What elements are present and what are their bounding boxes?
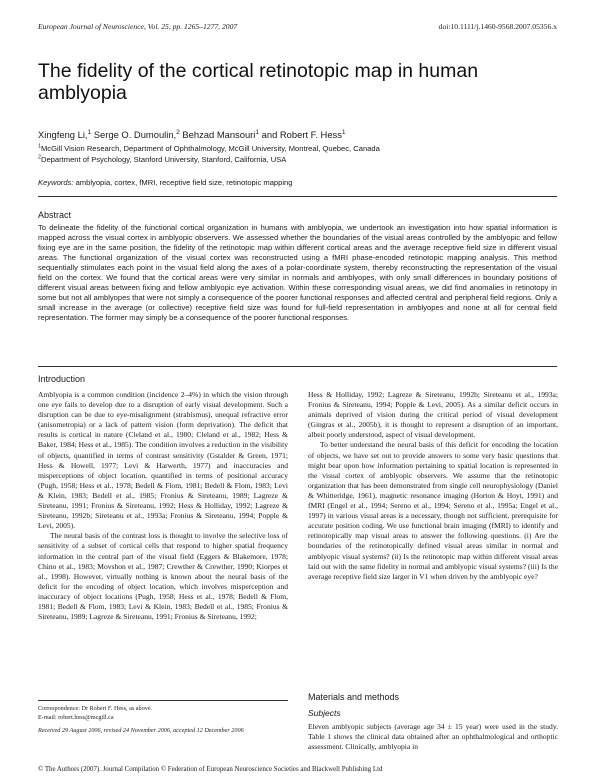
subsection-heading-subjects: Subjects <box>308 708 341 718</box>
abstract-text: To delineate the fidelity of the functional cortical organization in humans with amblyopia, we undertook an investigation into how spatial information is mapped across the visual cortex in amblyopic observers. We assessed whether the boundaries of the visual areas controlled by the amblyopic and fellow fixing eye are in the same position, the fidelity of the retinotopic map within different cortical areas and the average receptive field size in different visual areas. The functional organization of the visual cortex was reconstructed using a fMRI phase-encoded retinotopic mapping analysis. This method sequentially stimulates each point in the visual field along the axes of a polar-coordinate system, thereby reconstructing the representation of the visual field on the cortex. We found that the cortical areas were very similar in normals and amblyopes, with only small differences in boundary positions of different visual areas between fixing and fellow amblyopic eye activation. Within these corresponding visual areas, we did find anomalies in retinotopy in some but not all amblyopes that were not simply a consequence of the poorer functional responses and affected central and peripheral field regions. Only a small increase in the average (or collective) receptive field size was found for full-field representation in amblyopes and none at all for central field representation. The former may simply be a consequence of the poorer functional responses. <box>38 223 557 323</box>
article-title: The fidelity of the cortical retinotopic map in human amblyopia <box>38 60 479 104</box>
paragraph: Eleven amblyopic subjects (average age 34 ± 15 year) were used in the study. Table 1 shows the clinical data obtained after an ophthalmological and orthoptic assessment. Clinically, amblyopia in <box>308 722 558 752</box>
affiliation-text: McGill Vision Research, Department of Ophthalmology, McGill University, Montreal, Quebec, Canada <box>40 144 380 153</box>
keywords-text: amblyopia, cortex, fMRI, receptive field size, retinotopic mapping <box>73 178 293 187</box>
affiliation-marker: 1 <box>341 128 346 136</box>
affiliation-marker: 1 <box>87 128 92 136</box>
correspondence-note: Correspondence: Dr Robert F. Hess, as above. <box>38 705 153 712</box>
author-name[interactable]: and Robert F. Hess <box>259 129 342 140</box>
footnote-divider <box>38 700 288 701</box>
affiliation-marker: 1 <box>255 128 260 136</box>
keywords <box>38 178 293 187</box>
paragraph: The neural basis of the contrast loss is thought to involve the selective loss of sensitivity of a subset of cortical cells that respond to higher spatial frequency information in the central part of the visual field (Eggers & Blakemore, 1978; Chino et al., 1983; Movshon et al., 1987; Crewther & Crewther, 1990; Kiorpes et al., 1998). However, virtually nothing is known about the neural basis of the deficit for the encoding of object location, which involves misperception and inaccuracy of object locations (Pugh, 1958; Hess et al., 1978; Bedell & Flom, 1981; Bedell & Flom, 1983; Levi & Klein, 1983; Bedell et al., 1985; Fronius & Sireteanu, 1989; Lagreze & Sireteanu, 1991; Fronius & Sireteanu, 1992; <box>38 531 288 622</box>
author-name[interactable]: Behzad Mansouri <box>179 129 256 140</box>
affiliation-marker: 2 <box>176 128 180 136</box>
paragraph: Amblyopia is a common condition (incidence 2–4%) in which the vision through one eye fails to develop due to a disruption of early visual development. Such a disruption can be due to eye-misalignment (strabismus), unequal refractive error (anisometropia) or a lack of pattern vision (form deprivation). The deficit that results is cortical in nature (Cleland et al., 1980; Cleland et al., 1982; Hess & Baker, 1984; Hess et al., 1985). The condition involves a reduction in the visibility of objects, quantified in terms of contrast sensitivity (Gstalder & Green, 1971; Hess & Howell, 1977; Levi & Harwerth, 1977) and inaccuracies and misperceptions of object location, quantified in terms of positional accuracy (Pugh, 1958; Hess et al., 1978; Bedell & Flom, 1981; Bedell & Flom, 1983; Levi & Klein, 1983; Bedell et al., 1985; Fronius & Sireteanu, 1989; Lagreze & Sireteanu, 1991; Fronius & Sireteanu, 1992; Hess & Holliday, 1992; Lagreze & Sireteanu, 1992b; Sireteanu et al., 1993a; Fronius & Sireteanu, 1994; Popple & Levi, 2005). <box>38 390 288 531</box>
affiliation-marker: 1 <box>38 143 41 150</box>
author-name[interactable]: Xingfeng Li, <box>38 129 88 140</box>
methods-subjects-text <box>308 722 558 752</box>
received-dates: Received 29 August 2006, revised 24 November 2006, accepted 12 December 2006 <box>38 727 244 734</box>
body-column-left <box>38 390 288 622</box>
email-link[interactable]: E-mail: robert.hess@mcgill.ca <box>38 714 114 721</box>
divider <box>38 366 557 367</box>
body-column-right <box>308 390 558 582</box>
affiliation-1 <box>38 144 380 153</box>
affiliation-marker: 2 <box>38 154 41 161</box>
abstract-heading: Abstract <box>38 210 72 220</box>
paragraph: Hess & Holliday, 1992; Lagreze & Sireteanu, 1992b; Sireteanu et al., 1993a; Fronius & Sireteanu, 1994; Popple & Levi, 2005). As a similar deficit occurs in animals deprived of vision during the critical period of visual development (Gingras et al., 2005b), it is thought to represent a disruption of an important, albeit poorly understood, aspect of visual development. <box>308 390 558 440</box>
section-heading-introduction: Introduction <box>38 374 86 384</box>
author-list <box>38 129 346 140</box>
keywords-label: Keywords: <box>38 178 74 187</box>
author-name[interactable]: Serge O. Dumoulin, <box>91 129 177 140</box>
copyright-footer: © The Authors (2007). Journal Compilation © Federation of European Neuroscience Societies and Blackwell Publishing Ltd <box>38 766 383 773</box>
affiliation-2 <box>38 155 286 164</box>
doi-link[interactable]: doi:10.1111/j.1460-9568.2007.05356.x <box>438 22 557 31</box>
journal-citation: European Journal of Neuroscience, Vol. 25, pp. 1265–1277, 2007 <box>38 22 238 31</box>
affiliation-text: Department of Psychology, Stanford University, Stanford, California, USA <box>40 155 287 164</box>
paragraph: To better understand the neural basis of this deficit for encoding the location of objects, we have set out to provide answers to some very basic questions that might bear upon how information pertaining to spatial location is represented in the visual cortex of amblyopic observers. We assume that the retinotopic organization that has been demonstrated from single cell neurophysiology (Daniel & Whitteridge, 1961), magnetic resonance imaging (Horton & Hoyt, 1991) and fMRI (Engel et al., 1994; Sereno et al., 1994; Sereno et al., 1995a; Engel et al., 1997) in various visual areas is a necessary, though not sufficient, prerequisite for accurate position coding. We use functional brain imaging (fMRI) to identify and retinotopically map visual areas to answer the following questions. (i) Are the boundaries of the retinotopically defined visual areas similar in normal and amblyopic visual systems? (ii) Is the retinotopic map within different visual areas laid out with the same fidelity in normal and amblyopic visual systems? (iii) Is the average receptive field size larger in V1 when driven by the amblyopic eye? <box>308 440 558 581</box>
divider <box>38 196 557 197</box>
section-heading-methods: Materials and methods <box>308 692 400 702</box>
